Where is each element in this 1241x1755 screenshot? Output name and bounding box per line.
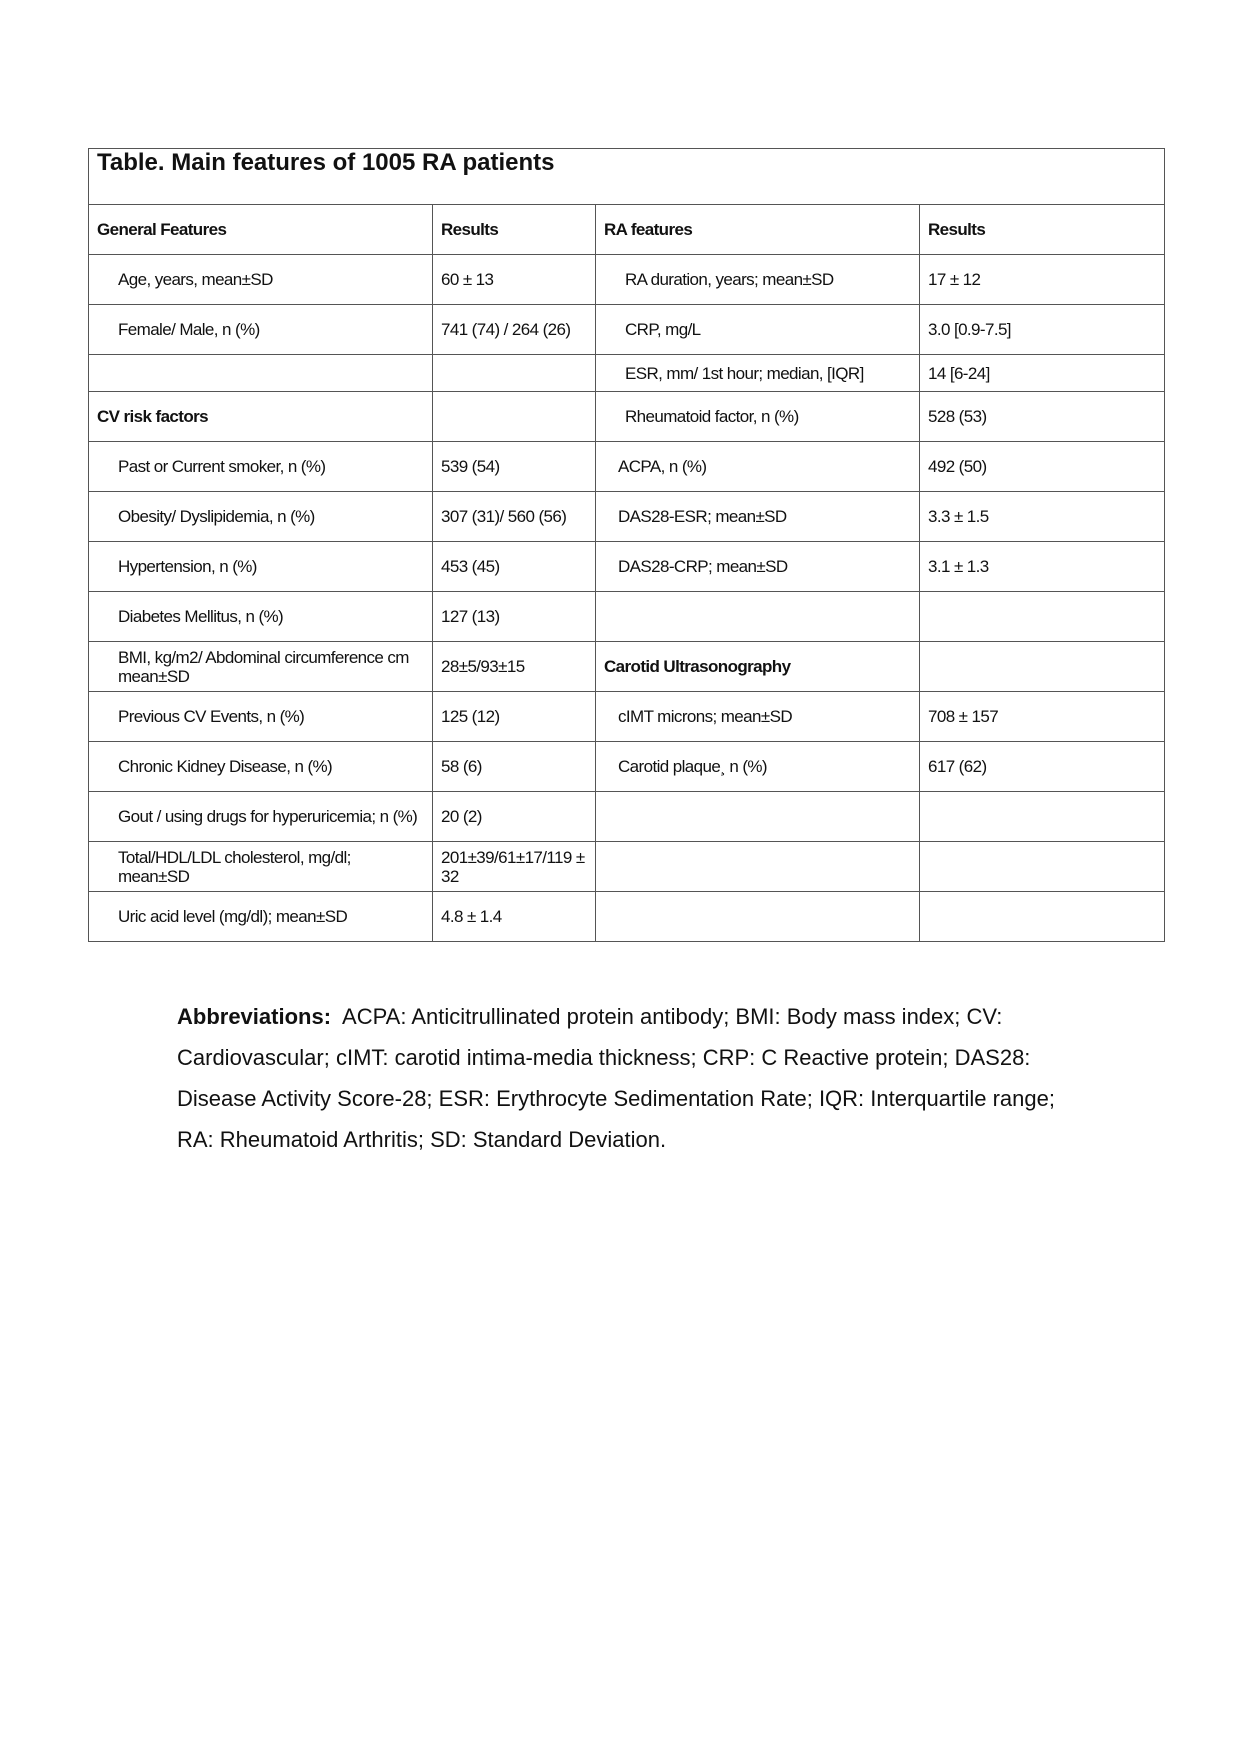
table-row	[89, 592, 1165, 642]
table-row	[89, 305, 1165, 355]
header-results: Results	[433, 205, 596, 255]
general-result-cell: 60 ± 13	[433, 255, 596, 305]
table-header-row	[89, 205, 1165, 255]
general-feature-cell: Diabetes Mellitus, n (%)	[89, 592, 433, 642]
general-feature-cell: CV risk factors	[89, 392, 433, 442]
general-feature-cell: BMI, kg/m2/ Abdominal circumference cm mean±SD	[89, 642, 433, 692]
general-result-cell: 20 (2)	[433, 792, 596, 842]
ra-result-cell: 492 (50)	[920, 442, 1165, 492]
ra-result-cell	[920, 592, 1165, 642]
header-ra-features: RA features	[596, 205, 920, 255]
ra-result-cell: 14 [6-24]	[920, 355, 1165, 392]
ra-result-cell: 3.1 ± 1.3	[920, 542, 1165, 592]
table-row	[89, 642, 1165, 692]
general-result-cell: 539 (54)	[433, 442, 596, 492]
general-result-cell	[433, 392, 596, 442]
table-row	[89, 542, 1165, 592]
general-result-cell: 741 (74) / 264 (26)	[433, 305, 596, 355]
table-row	[89, 355, 1165, 392]
ra-result-cell: 528 (53)	[920, 392, 1165, 442]
abbreviations-label: Abbreviations:	[177, 1004, 332, 1029]
general-feature-cell: Total/HDL/LDL cholesterol, mg/dl; mean±SD	[89, 842, 433, 892]
general-feature-cell: Previous CV Events, n (%)	[89, 692, 433, 742]
ra-feature-cell: DAS28-CRP; mean±SD	[596, 542, 920, 592]
general-result-cell: 307 (31)/ 560 (56)	[433, 492, 596, 542]
ra-result-cell	[920, 642, 1165, 692]
ra-feature-cell: RA duration, years; mean±SD	[596, 255, 920, 305]
ra-result-cell	[920, 892, 1165, 942]
ra-feature-cell	[596, 892, 920, 942]
abbreviations-note	[177, 996, 1057, 1160]
ra-result-cell	[920, 792, 1165, 842]
general-feature-cell: Uric acid level (mg/dl); mean±SD	[89, 892, 433, 942]
ra-feature-cell	[596, 842, 920, 892]
general-feature-cell: Obesity/ Dyslipidemia, n (%)	[89, 492, 433, 542]
ra-result-cell	[920, 842, 1165, 892]
general-feature-cell	[89, 355, 433, 392]
header-general-features: General Features	[89, 205, 433, 255]
features-table	[88, 148, 1165, 942]
table-row	[89, 742, 1165, 792]
ra-result-cell: 708 ± 157	[920, 692, 1165, 742]
ra-feature-cell: Rheumatoid factor, n (%)	[596, 392, 920, 442]
ra-feature-cell: cIMT microns; mean±SD	[596, 692, 920, 742]
general-result-cell: 58 (6)	[433, 742, 596, 792]
table-row	[89, 892, 1165, 942]
ra-feature-cell	[596, 592, 920, 642]
general-feature-cell: Past or Current smoker, n (%)	[89, 442, 433, 492]
table-row	[89, 492, 1165, 542]
general-feature-cell: Hypertension, n (%)	[89, 542, 433, 592]
general-result-cell: 28±5/93±15	[433, 642, 596, 692]
general-result-cell: 4.8 ± 1.4	[433, 892, 596, 942]
ra-result-cell: 3.0 [0.9-7.5]	[920, 305, 1165, 355]
general-result-cell: 127 (13)	[433, 592, 596, 642]
header-results: Results	[920, 205, 1165, 255]
table-title: Table. Main features of 1005 RA patients	[89, 149, 1165, 205]
table-row	[89, 692, 1165, 742]
table-body	[89, 255, 1165, 942]
ra-result-cell: 617 (62)	[920, 742, 1165, 792]
general-feature-cell: Chronic Kidney Disease, n (%)	[89, 742, 433, 792]
ra-result-cell: 3.3 ± 1.5	[920, 492, 1165, 542]
ra-feature-cell: ACPA, n (%)	[596, 442, 920, 492]
table-row	[89, 842, 1165, 892]
ra-feature-cell	[596, 792, 920, 842]
general-result-cell: 201±39/61±17/119 ± 32	[433, 842, 596, 892]
table-row	[89, 442, 1165, 492]
general-feature-cell: Gout / using drugs for hyperuricemia; n (%)	[89, 792, 433, 842]
ra-feature-cell: Carotid plaque¸ n (%)	[596, 742, 920, 792]
ra-feature-cell: Carotid Ultrasonography	[596, 642, 920, 692]
general-result-cell	[433, 355, 596, 392]
ra-feature-cell: DAS28-ESR; mean±SD	[596, 492, 920, 542]
general-result-cell: 453 (45)	[433, 542, 596, 592]
ra-result-cell: 17 ± 12	[920, 255, 1165, 305]
ra-feature-cell: ESR, mm/ 1st hour; median, [IQR]	[596, 355, 920, 392]
table-row	[89, 392, 1165, 442]
general-feature-cell: Female/ Male, n (%)	[89, 305, 433, 355]
general-result-cell: 125 (12)	[433, 692, 596, 742]
table-row	[89, 255, 1165, 305]
table-row	[89, 792, 1165, 842]
ra-feature-cell: CRP, mg/L	[596, 305, 920, 355]
abbreviations-text: ACPA: Anticitrullinated protein antibody; BMI: Body mass index; CV: Cardiovascular; cIMT: carotid intima-media thickness; CRP: C Reactive protein; DAS28: Disease Activity Score-28; ESR: Erythrocyte Sedimentation Rate; IQR: Interquartile range; RA: Rheumatoid Arthritis; SD: Standard Deviation.	[177, 1004, 1055, 1152]
general-feature-cell: Age, years, mean±SD	[89, 255, 433, 305]
